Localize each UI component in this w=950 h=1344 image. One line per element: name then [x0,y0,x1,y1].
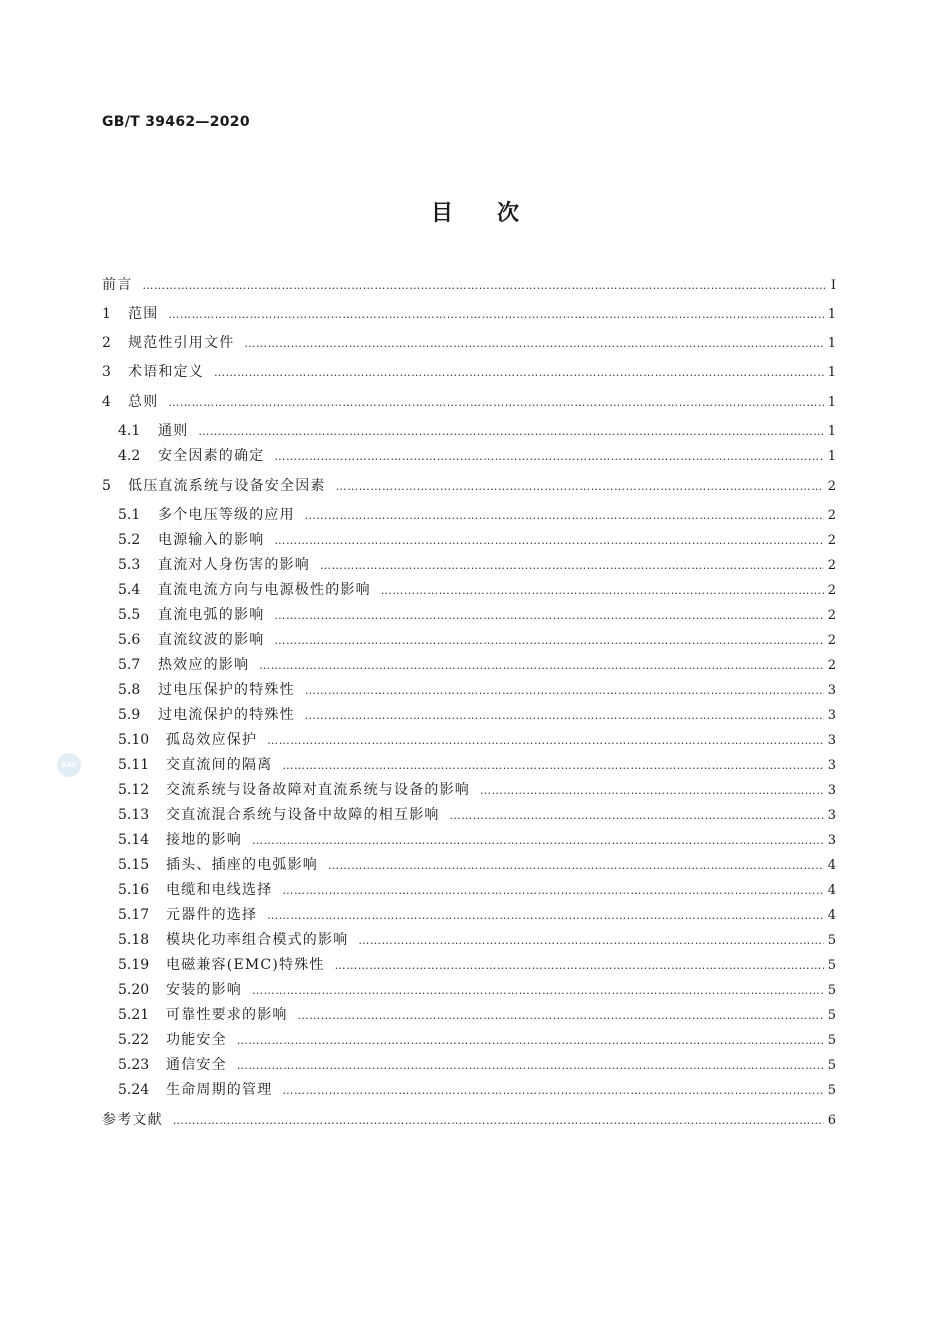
toc-entry-page: 2 [827,533,836,548]
toc-leader-dots [252,982,824,1000]
toc-entry-number: 5.7 [118,657,141,673]
toc-entry-page: 3 [827,808,836,823]
toc-entry-page: 3 [827,708,836,723]
toc-entry[interactable] [118,1031,836,1050]
toc-entry-number: 2 [102,335,111,351]
toc-entry[interactable] [118,756,836,775]
toc-leader-dots [282,882,823,900]
toc-entry-title: 孤岛效应保护 [166,732,258,748]
toc-leader-dots [259,657,824,675]
toc-leader-dots [328,857,824,875]
toc-entry[interactable] [118,1006,836,1025]
toc-entry-page: 5 [827,1008,836,1023]
toc-leader-dots [305,507,824,525]
toc-entry-title: 规范性引用文件 [128,335,235,351]
toc-leader-dots [480,782,824,800]
toc-entry-number: 5.6 [118,632,141,648]
toc-entry-title: 交直流混合系统与设备中故障的相互影响 [166,807,440,823]
toc-entry-number: 1 [102,306,111,322]
toc-entry[interactable] [118,581,836,600]
toc-entry-title: 安全因素的确定 [158,448,265,464]
toc-leader-dots [198,423,823,441]
toc-entry[interactable] [102,363,836,382]
toc-entry-title: 范围 [128,306,159,322]
toc-entry-title: 安装的影响 [166,982,242,998]
toc-entry-title: 参考文献 [102,1112,163,1128]
toc-leader-dots [168,306,823,324]
toc-entry-title: 前言 [102,277,133,293]
toc-entry[interactable] [102,305,836,324]
toc-entry-title: 交流系统与设备故障对直流系统与设备的影响 [166,782,470,798]
toc-entry-title: 电缆和电线选择 [166,882,273,898]
toc-entry-page: 3 [827,833,836,848]
toc-entry-page: 1 [827,424,836,439]
toc-entry[interactable] [118,806,836,825]
toc-entry-page: 4 [827,883,836,898]
toc-leader-dots [335,957,824,975]
toc-entry-number: 5.4 [118,582,141,598]
toc-entry-title: 直流纹波的影响 [158,632,265,648]
toc-entry-number: 4.2 [118,448,141,464]
toc-entry[interactable] [118,506,836,525]
toc-entry-number: 5.12 [118,782,150,798]
toc-entry-page: 2 [827,583,836,598]
toc-entry-number: 4 [102,394,111,410]
toc-entry-number: 5.16 [118,882,150,898]
toc-leader-dots [274,632,823,650]
toc-entry-page: 1 [827,395,836,410]
toc-entry-title: 模块化功率组合模式的影响 [166,932,349,948]
toc-leader-dots [336,478,824,496]
toc-entry-page: 5 [827,983,836,998]
toc-entry-number: 5.11 [118,757,150,773]
toc-entry-number: 5.10 [118,732,150,748]
toc-entry-title: 交直流间的隔离 [166,757,273,773]
toc-entry-title: 功能安全 [166,1032,227,1048]
toc-entry[interactable] [118,1056,836,1075]
toc-entry-page: 2 [827,633,836,648]
toc-entry-page: 3 [827,733,836,748]
toc-entry[interactable] [118,656,836,675]
toc-entry-page: Ⅰ [830,278,836,293]
toc-entry[interactable] [118,422,836,441]
toc-entry-number: 5.23 [118,1057,150,1073]
toc-entry[interactable] [102,477,836,496]
toc-entry[interactable] [118,531,836,550]
toc-entry-page: 6 [827,1113,836,1128]
sac-watermark-logo: SAC [57,753,81,777]
toc-entry-page: 4 [827,858,836,873]
toc-entry-page: 4 [827,908,836,923]
toc-entry-title: 生命周期的管理 [166,1082,273,1098]
toc-entry[interactable] [102,393,836,412]
toc-entry-number: 5.2 [118,532,141,548]
toc-leader-dots [305,682,824,700]
toc-entry-number: 5.8 [118,682,141,698]
toc-leader-dots [142,277,826,295]
toc-entry-number: 5.22 [118,1032,150,1048]
toc-entry-page: 2 [827,608,836,623]
toc-entry-page: 5 [827,1083,836,1098]
toc-entry-number: 5.1 [118,507,141,523]
toc-entry-number: 5.9 [118,707,141,723]
toc-leader-dots [282,757,823,775]
toc-entry[interactable] [118,556,836,575]
toc-entry[interactable] [118,731,836,750]
toc-entry-title: 直流对人身伤害的影响 [158,557,310,573]
toc-entry-title: 电源输入的影响 [158,532,265,548]
toc-entry-page: 1 [827,365,836,380]
toc-entry[interactable] [118,781,836,800]
toc-entry-number: 5.14 [118,832,150,848]
toc-entry[interactable] [118,881,836,900]
toc-entry[interactable] [118,631,836,650]
toc-entry-number: 5.17 [118,907,150,923]
toc-leader-dots [237,1057,824,1075]
toc-entry[interactable] [102,276,836,295]
toc-entry-page: 1 [827,449,836,464]
toc-entry-page: 2 [827,658,836,673]
toc-entry-title: 过电压保护的特殊性 [158,682,295,698]
toc-leader-dots [282,1082,823,1100]
toc-entry-title: 术语和定义 [128,364,204,380]
toc-entry-page: 2 [827,479,836,494]
toc-entry[interactable] [118,856,836,875]
toc-leader-dots [320,557,824,575]
toc-entry-title: 元器件的选择 [166,907,258,923]
toc-entry-title: 直流电流方向与电源极性的影响 [158,582,371,598]
toc-entry-page: 3 [827,783,836,798]
toc-leader-dots [450,807,824,825]
toc-entry-page: 1 [827,336,836,351]
toc-entry-number: 5 [102,478,111,494]
toc-entry-title: 通则 [158,423,189,439]
toc-leader-dots [168,394,823,412]
toc-entry-number: 5.19 [118,957,150,973]
toc-entry-page: 5 [827,1058,836,1073]
toc-entry-title: 总则 [128,394,159,410]
toc-leader-dots [298,1007,824,1025]
toc-entry-title: 接地的影响 [166,832,242,848]
toc-entry-page: 5 [827,958,836,973]
toc-entry-number: 5.3 [118,557,141,573]
toc-entry-number: 5.5 [118,607,141,623]
toc-entry-page: 3 [827,758,836,773]
toc-entry-number: 3 [102,364,111,380]
standard-code: GB/T 39462—2020 [102,114,250,130]
toc-leader-dots [305,707,824,725]
toc-entry-page: 2 [827,558,836,573]
toc-leader-dots [237,1032,824,1050]
toc-entry-number: 5.21 [118,1007,150,1023]
toc-entry-title: 直流电弧的影响 [158,607,265,623]
toc-leader-dots [267,732,824,750]
toc-entry[interactable] [102,334,836,353]
toc-entry[interactable] [118,906,836,925]
toc-entry-page: 2 [827,508,836,523]
toc-entry-number: 5.15 [118,857,150,873]
toc-title: 目次 [430,201,563,226]
toc-leader-dots [274,448,823,466]
toc-entry-number: 5.24 [118,1082,150,1098]
toc-entry-title: 多个电压等级的应用 [158,507,295,523]
toc-entry[interactable] [118,447,836,466]
toc-entry-number: 4.1 [118,423,141,439]
toc-entry[interactable] [118,981,836,1000]
toc-leader-dots [244,335,823,353]
toc-entry-title: 过电流保护的特殊性 [158,707,295,723]
toc-entry-page: 5 [827,1033,836,1048]
toc-leader-dots [274,532,823,550]
toc-entry-page: 3 [827,683,836,698]
toc-entry[interactable] [118,1081,836,1100]
toc-entry-title: 插头、插座的电弧影响 [166,857,318,873]
toc-entry-title: 低压直流系统与设备安全因素 [128,478,326,494]
toc-entry-number: 5.20 [118,982,150,998]
toc-leader-dots [381,582,824,600]
toc-leader-dots [252,832,824,850]
toc-entry-title: 可靠性要求的影响 [166,1007,288,1023]
toc-entry[interactable] [102,1111,836,1130]
toc-entry[interactable] [118,606,836,625]
toc-entry-page: 5 [827,933,836,948]
toc-leader-dots [214,364,824,382]
toc-leader-dots [267,907,824,925]
toc-entry-title: 电磁兼容(EMC)特殊性 [166,957,325,973]
toc-entry-title: 热效应的影响 [158,657,250,673]
toc-entry[interactable] [118,706,836,725]
toc-entry-title: 通信安全 [166,1057,227,1073]
toc-entry-number: 5.13 [118,807,150,823]
toc-leader-dots [173,1112,824,1130]
toc-entry[interactable] [118,681,836,700]
toc-leader-dots [274,607,823,625]
toc-leader-dots [358,932,823,950]
toc-entry[interactable] [118,831,836,850]
toc-entry[interactable] [118,931,836,950]
toc-entry-number: 5.18 [118,932,150,948]
toc-entry[interactable] [118,956,836,975]
toc-entry-page: 1 [827,307,836,322]
